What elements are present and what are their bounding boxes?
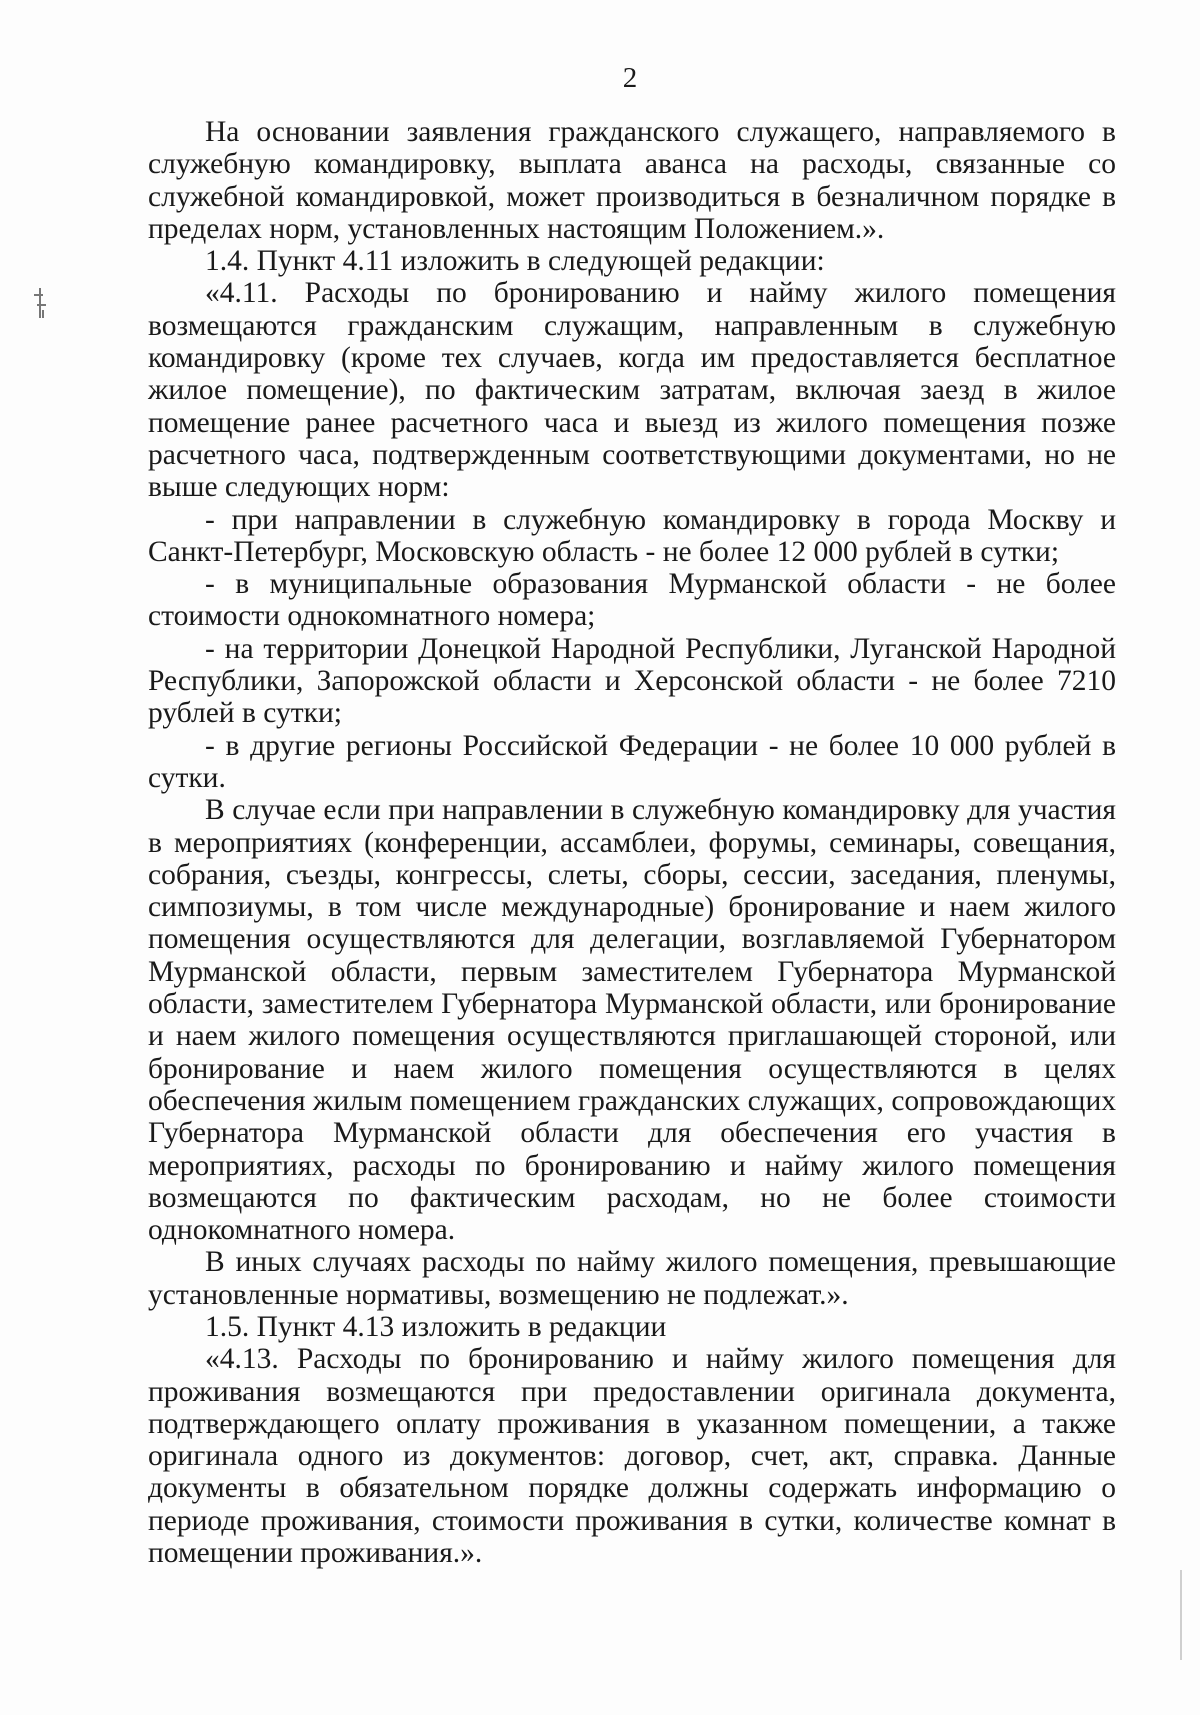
page-number: 2 (622, 62, 638, 94)
paragraph-limit-other-regions: - в другие регионы Российской Федерации - не более 10 000 рублей в сутки. (148, 729, 1116, 794)
paragraph-advance-payment: На основании заявления гражданского служащего, направляемого в служебную командировку, выплата аванса на расходы, связанные со служебной командировкой, может производиться в безналичном порядке в пределах норм, установленных настоящим Положением.». (148, 116, 1116, 245)
paragraph-limit-murmansk: - в муниципальные образования Мурманской области - не более стоимости однокомнатного номера; (148, 568, 1116, 633)
paragraph-clause-4-13: «4.13. Расходы по бронированию и найму жилого помещения для проживания возмещаются при предоставлении оригинала документа, подтверждающего оплату проживания в указанном помещении, а также оригинала одного из документов: договор, счет, акт, справка. Данные документы в обязательном порядке должны содержать информацию о периоде проживания, стоимости проживания в сутки, количестве комнат в помещении проживания.». (148, 1343, 1116, 1570)
paragraph-other-cases: В иных случаях расходы по найму жилого помещения, превышающие установленные нормативы, возмещению не подлежат.». (148, 1246, 1116, 1311)
paragraph-limit-moscow: - при направлении в служебную командировку в города Москву и Санкт-Петербург, Московскую область - не более 12 000 рублей в сутки; (148, 503, 1116, 568)
paragraph-item-1-5: 1.5. Пункт 4.13 изложить в редакции (205, 1310, 667, 1343)
document-body (148, 116, 1116, 1569)
margin-mark (34, 288, 48, 318)
paragraph-clause-4-11: «4.11. Расходы по бронированию и найму жилого помещения возмещаются гражданским служащим, направленным в служебную командировку (кроме тех случаев, когда им предоставляется бесплатное жилое помещение), по фактическим затратам, включая заезд в жилое помещение ранее расчетного часа и выезд из жилого помещения позже расчетного часа, подтвержденным соответствующими документами, но не выше следующих норм: (148, 277, 1116, 504)
scan-edge-line (1180, 1570, 1182, 1660)
paragraph-events-case: В случае если при направлении в служебную командировку для участия в мероприятиях (конференции, ассамблеи, форумы, семинары, совещания, собрания, съезды, конгрессы, слеты, сборы, сессии, заседания, пленумы, симпозиумы, в том числе международные) бронирование и наем жилого помещения осуществляются для делегации, возглавляемой Губернатором Мурманской области, первым заместителем Губернатора Мурманской области, заместителем Губернатора Мурманской области, или бронирование и наем жилого помещения осуществляются приглашающей стороной, или бронирование и наем жилого помещения осуществляются в целях обеспечения жилым помещением гражданских служащих, сопровождающих Губернатора Мурманской области для обеспечения его участия в мероприятиях, расходы по бронированию и найму жилого помещения возмещаются по фактическим расходам, но не более стоимости однокомнатного номера. (148, 794, 1116, 1247)
paragraph-limit-new-regions: - на территории Донецкой Народной Республики, Луганской Народной Республики, Запорожской области и Херсонской области - не более 7210 рублей в сутки; (148, 632, 1116, 730)
paragraph-item-1-4: 1.4. Пункт 4.11 изложить в следующей редакции: (205, 245, 825, 278)
